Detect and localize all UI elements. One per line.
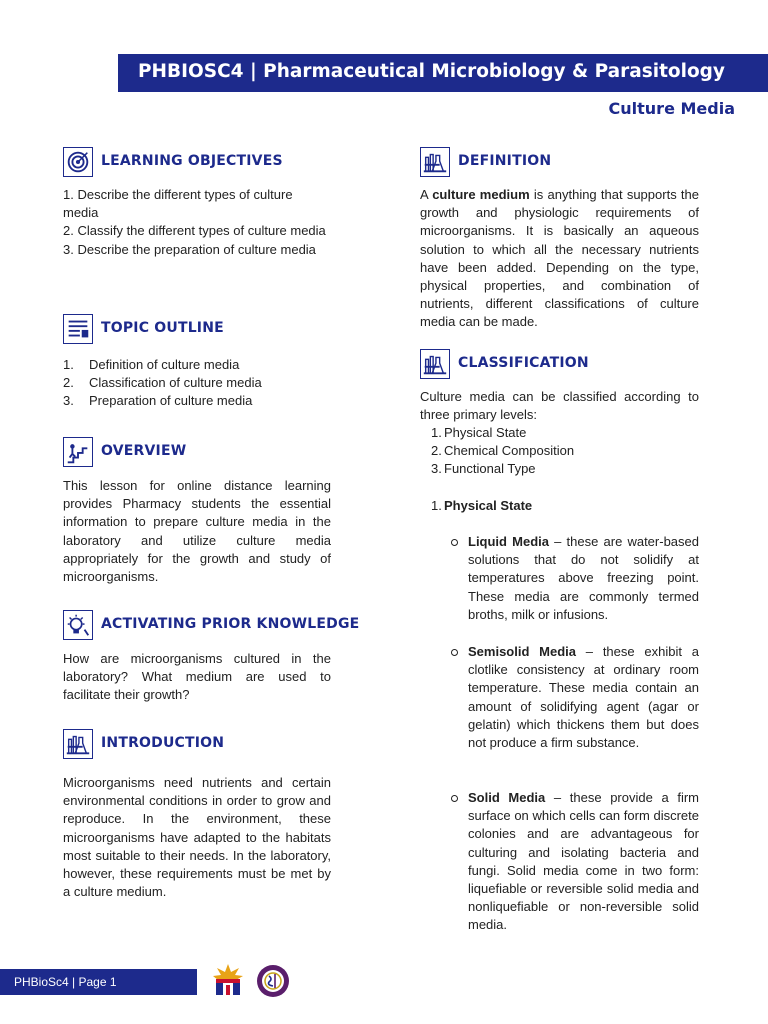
section-title: ACTIVATING PRIOR KNOWLEDGE xyxy=(101,616,360,632)
definition-text: A culture medium is anything that supports the growth and physiologic requirements of microorganisms. It is basically an aqueous solution to which all the necessary nutrients have been added. Depending on the type, physical properties, and combination of nutrients, different classifications of culture media can be made. xyxy=(420,187,700,330)
course-title: PHBIOSC4 | Pharmaceutical Microbiology & Parasitology xyxy=(138,61,725,82)
objective-item: 1. Describe the different types of culture media xyxy=(63,187,293,221)
lab-flasks-icon xyxy=(420,349,450,379)
header-banner xyxy=(118,54,768,92)
outline-item: 3. Preparation of culture media xyxy=(63,393,253,409)
section-title: DEFINITION xyxy=(458,153,552,169)
classification-heading xyxy=(420,349,700,383)
section-title: CLASSIFICATION xyxy=(458,355,589,371)
lab-flasks-icon xyxy=(420,147,450,177)
introduction-text: Microorganisms need nutrients and certain environmental conditions in order to grow and reproduce. In the environment, these microorganisms have adapted to the habitats most suitable to their needs. In the laboratory, however, these requirements must be met by a culture medium. xyxy=(63,775,331,900)
footer-bar xyxy=(0,969,197,995)
outline-item: 2. Classification of culture media xyxy=(63,375,262,391)
bullet-dot xyxy=(451,539,458,546)
page-label: PHBioSc4 | Page 1 xyxy=(14,975,117,989)
outline-list-icon xyxy=(63,314,93,344)
objectives-list xyxy=(63,186,331,259)
section-title: LEARNING OBJECTIVES xyxy=(101,153,283,169)
section-title: TOPIC OUTLINE xyxy=(101,320,224,336)
prior-knowledge-text: How are microorganisms cultured in the laboratory? What medium are used to facilitate their growth? xyxy=(63,651,331,703)
pharmacy-seal-logo xyxy=(256,964,290,998)
learning-objectives-heading xyxy=(63,147,343,181)
prior-knowledge-heading xyxy=(63,610,363,644)
bullet-dot xyxy=(451,795,458,802)
physical-state-subheading: 1. Physical State xyxy=(431,498,533,513)
topic-title: Culture Media xyxy=(608,99,735,118)
objective-item: 2. Classify the different types of culture media xyxy=(63,223,326,239)
classification-levels xyxy=(431,424,691,479)
outline-list xyxy=(63,356,331,411)
level-item: 1. Physical State xyxy=(431,425,527,440)
bullet-semisolid-media: Semisolid Media – these exhibit a clotlike consistency at ordinary room temperature. These media contain an amount of solidifying agent (agar or gelatin) which thickens them but does not produce a firm substance. xyxy=(468,643,699,752)
classification-intro: Culture media can be classified according to three primary levels: xyxy=(420,389,699,423)
defined-term: culture medium xyxy=(432,187,530,202)
objective-item: 3. Describe the preparation of culture media xyxy=(63,241,316,257)
lab-flasks-icon xyxy=(63,729,93,759)
outline-item: 1. Definition of culture media xyxy=(63,357,240,372)
target-icon xyxy=(63,147,93,177)
bullet-dot xyxy=(451,649,458,656)
overview-text: This lesson for online distance learning provides Pharmacy students the essential information to prepare culture media in the laboratory and utilize culture media appropriately for the growth and study of microorganisms. xyxy=(63,478,331,585)
overview-heading xyxy=(63,437,343,471)
bullet-liquid-media: Liquid Media – these are water-based solutions that do not solidify at temperatures above freezing point. These media are commonly termed broths, milk or infusions. xyxy=(468,533,699,624)
section-title: OVERVIEW xyxy=(101,443,187,459)
university-crest-logo xyxy=(210,962,246,998)
stairs-climber-icon xyxy=(63,437,93,467)
definition-heading xyxy=(420,147,700,181)
section-title: INTRODUCTION xyxy=(101,735,225,751)
level-item: 2. Chemical Composition xyxy=(431,443,575,459)
introduction-heading xyxy=(63,729,343,763)
topic-outline-heading xyxy=(63,314,343,348)
level-item: 3. Functional Type xyxy=(431,461,536,477)
lightbulb-icon xyxy=(63,610,93,640)
bullet-solid-media: Solid Media – these provide a firm surface on which cells can form discrete colonies and are advantageous for culturing and isolating bacteria and fungi. Solid media come in two form: liquefiable or reversible solid media and nonliquefiable or non-reversible solid media. xyxy=(468,789,699,935)
